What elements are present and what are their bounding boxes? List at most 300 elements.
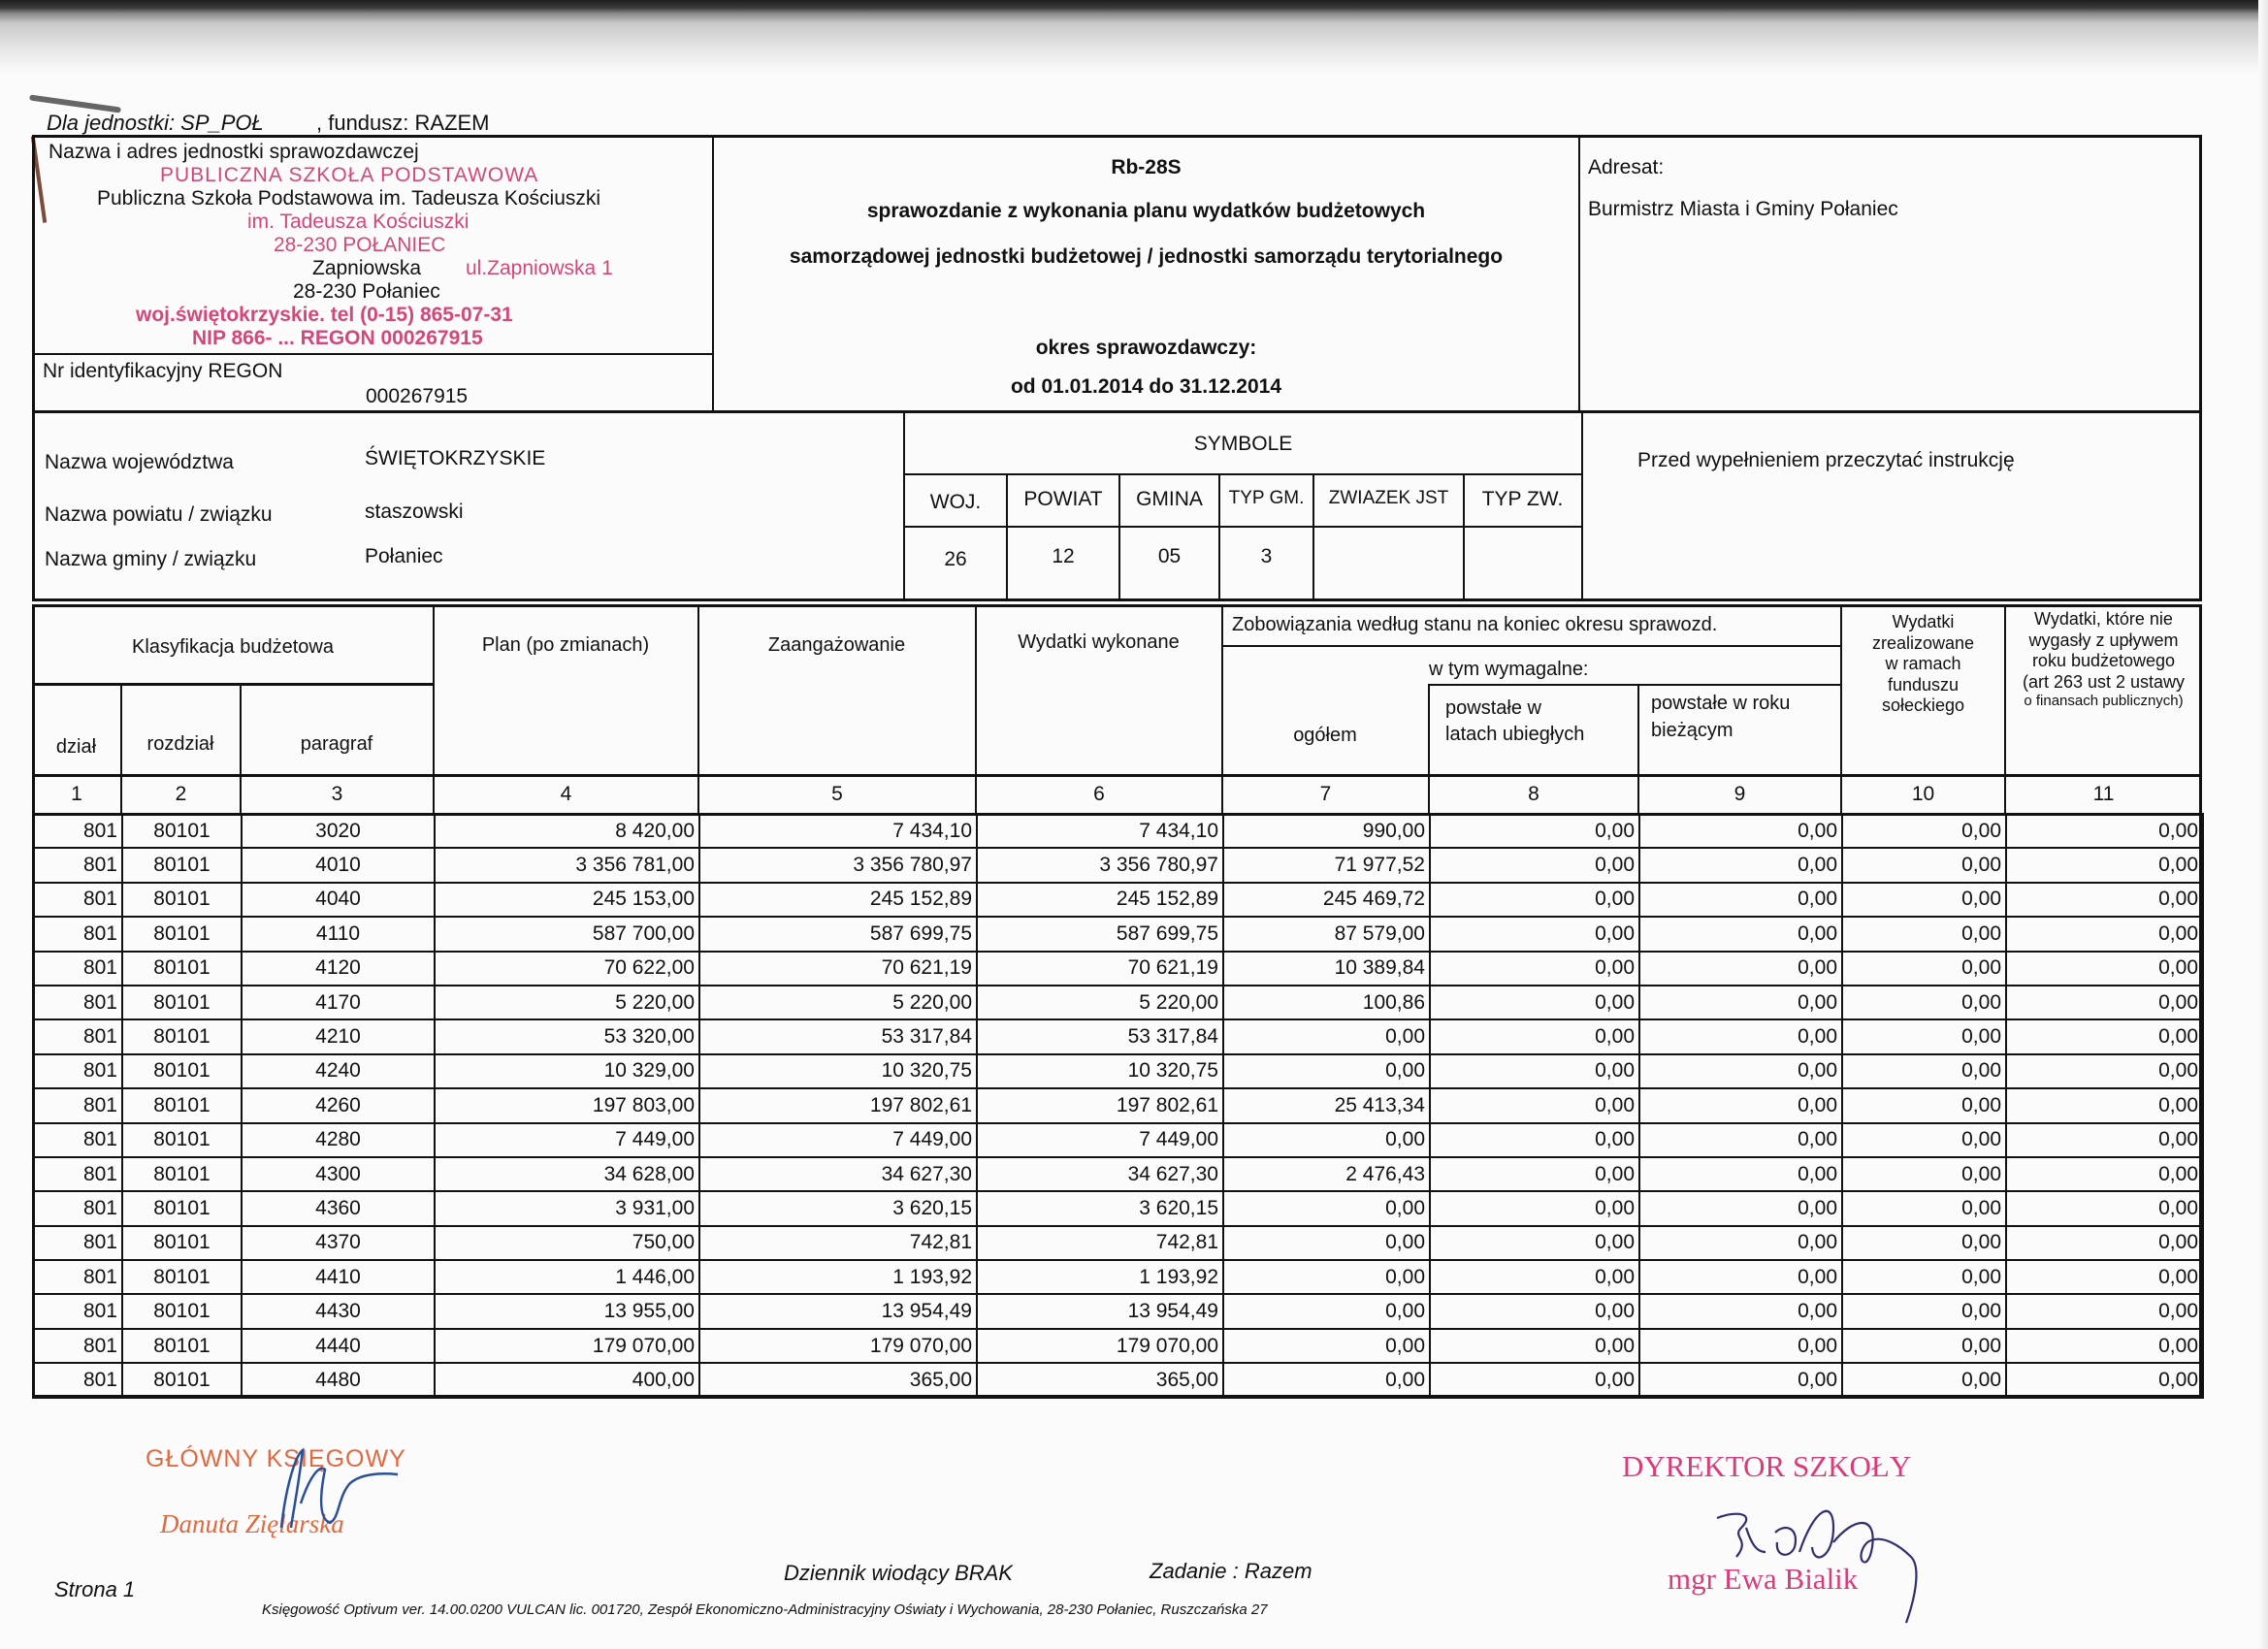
stamp-line: woj.świętokrzyskie. tel (0-15) 865-07-31	[136, 304, 513, 326]
table-cell: 801	[33, 1019, 122, 1053]
addressee-label: Adresat:	[1588, 156, 1665, 178]
county-value: staszowski	[365, 501, 464, 523]
table-cell: 25 413,34	[1223, 1088, 1430, 1122]
header-solecki	[1841, 612, 2005, 717]
table-cell: 0,00	[1639, 1157, 1842, 1191]
divider	[903, 526, 1582, 528]
divider	[1221, 645, 1841, 647]
table-row	[33, 1054, 2203, 1088]
table-cell: 5 220,00	[699, 986, 977, 1019]
table-cell: 0,00	[1223, 1123, 1430, 1157]
table-cell: 80101	[122, 883, 242, 917]
table-cell: 0,00	[2006, 1260, 2203, 1294]
table-cell: 13 954,49	[699, 1294, 977, 1328]
symbol-header: WOJ.	[929, 491, 982, 513]
table-cell: 0,00	[1639, 883, 1842, 917]
table-cell: 0,00	[1842, 952, 2006, 986]
symbol-header: ZWIAZEK JST	[1328, 488, 1449, 508]
period-value: od 01.01.2014 do 31.12.2014	[1010, 375, 1282, 398]
table-cell: 400,00	[435, 1363, 699, 1397]
header-nonexpiring-line: roku budżetowego	[2031, 651, 2176, 671]
divider	[903, 473, 1582, 475]
symbol-value: 26	[944, 548, 967, 570]
column-number: 7	[1319, 783, 1332, 805]
unit-city: 28-230 Połaniec	[293, 280, 440, 303]
journal-info: Dziennik wiodący BRAK	[784, 1561, 1013, 1585]
table-row	[33, 1260, 2203, 1294]
table-cell: 801	[33, 814, 122, 848]
table-cell: 3 620,15	[699, 1191, 977, 1225]
column-number: 9	[1733, 783, 1746, 805]
header-nonexpiring-line: o finansach publicznych)	[2024, 693, 2184, 710]
table-row	[33, 1088, 2203, 1122]
table-cell: 80101	[122, 1363, 242, 1397]
table-row	[33, 1123, 2203, 1157]
table-cell: 7 434,10	[977, 814, 1223, 848]
table-cell: 0,00	[1430, 1260, 1639, 1294]
table-cell: 80101	[122, 1123, 242, 1157]
divider	[32, 683, 434, 686]
table-cell: 0,00	[1639, 814, 1842, 848]
scan-right-edge	[2258, 0, 2268, 1649]
column-number: 3	[331, 783, 343, 805]
table-cell: 4280	[242, 1123, 435, 1157]
instruction-note: Przed wypełnieniem przeczytać instrukcję	[1637, 449, 2015, 471]
table-cell: 197 803,00	[435, 1088, 699, 1122]
table-row	[33, 1294, 2203, 1328]
table-cell: 0,00	[1430, 848, 1639, 882]
table-cell: 53 317,84	[699, 1019, 977, 1053]
table-cell: 0,00	[1842, 848, 2006, 882]
table-cell: 34 627,30	[699, 1157, 977, 1191]
table-cell: 3 931,00	[435, 1191, 699, 1225]
table-cell: 0,00	[1842, 1191, 2006, 1225]
table-row	[33, 986, 2203, 1019]
column-number: 10	[1911, 783, 1935, 805]
table-cell: 4010	[242, 848, 435, 882]
report-title-line2: samorządowej jednostki budżetowej / jednostki samorządu terytorialnego	[789, 245, 1504, 268]
header-dzial: dział	[55, 736, 97, 758]
table-cell: 0,00	[1223, 1294, 1430, 1328]
regon-label: Nr identyfikacyjny REGON	[43, 360, 283, 382]
table-cell: 10 389,84	[1223, 952, 1430, 986]
table-cell: 179 070,00	[435, 1329, 699, 1363]
table-cell: 801	[33, 1088, 122, 1122]
table-cell: 0,00	[2006, 1191, 2203, 1225]
table-cell: 0,00	[1430, 1019, 1639, 1053]
table-cell: 3 356 780,97	[977, 848, 1223, 882]
table-cell: 2 476,43	[1223, 1157, 1430, 1191]
symbol-value: 12	[1052, 545, 1075, 567]
table-cell: 7 434,10	[699, 814, 977, 848]
table-cell: 0,00	[2006, 1088, 2203, 1122]
table-cell: 742,81	[977, 1226, 1223, 1260]
accountant-signature-icon	[243, 1445, 407, 1533]
table-cell: 3 620,15	[977, 1191, 1223, 1225]
table-cell: 4040	[242, 883, 435, 917]
header-nonexpiring	[2005, 609, 2202, 710]
stamp-line: ul.Zapniowska 1	[466, 257, 613, 279]
table-cell: 80101	[122, 917, 242, 951]
table-cell: 0,00	[1430, 1329, 1639, 1363]
table-row	[33, 883, 2203, 917]
table-cell: 0,00	[1430, 917, 1639, 951]
table-cell: 0,00	[1639, 1226, 1842, 1260]
table-row	[33, 1329, 2203, 1363]
table-cell: 0,00	[1430, 814, 1639, 848]
table-cell: 365,00	[699, 1363, 977, 1397]
period-label: okres sprawozdawczy:	[1035, 337, 1257, 359]
divider	[32, 774, 2202, 777]
header-of-which-due: w tym wymagalne:	[1429, 659, 1589, 680]
accountant-title: GŁÓWNY KSIĘGOWY	[146, 1445, 406, 1472]
table-cell: 801	[33, 952, 122, 986]
table-cell: 0,00	[2006, 1157, 2203, 1191]
table-cell: 4300	[242, 1157, 435, 1191]
expenditure-table	[32, 813, 2204, 1399]
header-solecki-line: Wydatki	[1892, 612, 1955, 631]
table-cell: 87 579,00	[1223, 917, 1430, 951]
header-commitment: Zaangażowanie	[767, 634, 906, 656]
table-cell: 0,00	[1842, 1088, 2006, 1122]
table-cell: 4240	[242, 1054, 435, 1088]
table-cell: 0,00	[1842, 1123, 2006, 1157]
fund-label: , fundusz: RAZEM	[316, 111, 490, 135]
table-cell: 0,00	[1223, 1019, 1430, 1053]
column-number: 4	[560, 783, 572, 805]
table-cell: 0,00	[1639, 952, 1842, 986]
column-number: 8	[1528, 783, 1539, 805]
table-cell: 0,00	[1223, 1191, 1430, 1225]
table-cell: 587 700,00	[435, 917, 699, 951]
divider	[1221, 604, 1223, 814]
header-solecki-line: funduszu	[1887, 674, 1960, 695]
divider	[32, 353, 713, 355]
table-row	[33, 1019, 2203, 1053]
table-cell: 4370	[242, 1226, 435, 1260]
table-cell: 197 802,61	[977, 1088, 1223, 1122]
table-cell: 0,00	[1639, 1054, 1842, 1088]
column-number: 1	[71, 783, 82, 805]
header-prior-years-2: latach ubiegłych	[1445, 724, 1585, 745]
table-cell: 0,00	[1639, 1294, 1842, 1328]
table-cell: 245 153,00	[435, 883, 699, 917]
stamp-line: 28-230 POŁANIEC	[274, 234, 446, 256]
table-cell: 1 193,92	[977, 1260, 1223, 1294]
table-row	[33, 814, 2203, 848]
table-cell: 80101	[122, 1157, 242, 1191]
table-cell: 80101	[122, 1294, 242, 1328]
symbol-header: TYP ZW.	[1481, 488, 1564, 510]
software-info: Księgowość Optivum ver. 14.00.0200 VULCAN lic. 001720, Zespół Ekonomiczno-Administracyjny Oświaty i Wychowania, 28-230 Połaniec, Ruszczańska 27	[262, 1601, 1268, 1618]
table-cell: 0,00	[1639, 1019, 1842, 1053]
stamp-line: NIP 866- ... REGON 000267915	[192, 327, 483, 349]
table-cell: 71 977,52	[1223, 848, 1430, 882]
table-cell: 4260	[242, 1088, 435, 1122]
table-cell: 179 070,00	[699, 1329, 977, 1363]
table-cell: 0,00	[1430, 1054, 1639, 1088]
table-cell: 0,00	[2006, 848, 2203, 882]
table-cell: 0,00	[1842, 1054, 2006, 1088]
table-cell: 80101	[122, 986, 242, 1019]
column-number: 5	[831, 783, 843, 805]
report-code: Rb-28S	[1111, 156, 1182, 178]
table-cell: 5 220,00	[977, 986, 1223, 1019]
header-nonexpiring-line: wygasły z upływem	[2028, 630, 2179, 650]
table-cell: 587 699,75	[699, 917, 977, 951]
table-row	[33, 848, 2203, 882]
table-cell: 80101	[122, 1019, 242, 1053]
header-executed: Wydatki wykonane	[1018, 631, 1180, 653]
accountant-name: Danuta Zięlarska	[160, 1509, 344, 1538]
table-cell: 0,00	[2006, 814, 2203, 848]
director-name: mgr Ewa Bialik	[1668, 1562, 1859, 1596]
table-cell: 3 356 781,00	[435, 848, 699, 882]
stamp-line: im. Tadeusza Kościuszki	[247, 210, 470, 233]
table-cell: 0,00	[2006, 1329, 2203, 1363]
table-cell: 80101	[122, 1226, 242, 1260]
table-cell: 70 622,00	[435, 952, 699, 986]
table-cell: 742,81	[699, 1226, 977, 1260]
table-cell: 13 955,00	[435, 1294, 699, 1328]
table-cell: 0,00	[1639, 917, 1842, 951]
table-cell: 0,00	[1430, 1226, 1639, 1260]
table-cell: 80101	[122, 1260, 242, 1294]
table-cell: 7 449,00	[977, 1123, 1223, 1157]
table-cell: 245 152,89	[699, 883, 977, 917]
table-cell: 53 320,00	[435, 1019, 699, 1053]
table-cell: 100,86	[1223, 986, 1430, 1019]
table-cell: 179 070,00	[977, 1329, 1223, 1363]
voivodeship-label: Nazwa województwa	[45, 451, 234, 473]
table-cell: 80101	[122, 1329, 242, 1363]
table-cell: 5 220,00	[435, 986, 699, 1019]
table-cell: 0,00	[1639, 1329, 1842, 1363]
table-cell: 0,00	[2006, 1226, 2203, 1260]
stamp-line: PUBLICZNA SZKOŁA PODSTAWOWA	[160, 164, 539, 186]
table-cell: 4440	[242, 1329, 435, 1363]
table-cell: 80101	[122, 814, 242, 848]
table-cell: 1 193,92	[699, 1260, 977, 1294]
table-cell: 0,00	[1430, 952, 1639, 986]
director-signature-icon	[1707, 1499, 1979, 1625]
table-cell: 0,00	[1842, 1294, 2006, 1328]
header-solecki-line: w ramach	[1885, 654, 1961, 674]
task-info: Zadanie : Razem	[1150, 1559, 1312, 1583]
divider	[1428, 684, 1841, 686]
table-cell: 80101	[122, 1191, 242, 1225]
table-cell: 0,00	[1842, 1260, 2006, 1294]
unit-code-label: Dla jednostki: SP_POŁ	[47, 111, 264, 135]
table-cell: 4110	[242, 917, 435, 951]
unit-name: Publiczna Szkoła Podstawowa im. Tadeusza Kościuszki	[97, 187, 601, 210]
column-number: 11	[2092, 783, 2115, 805]
header-nonexpiring-line: (art 263 ust 2 ustawy	[2022, 671, 2186, 692]
table-row	[33, 917, 2203, 951]
column-number: 2	[175, 783, 187, 805]
table-cell: 4210	[242, 1019, 435, 1053]
table-cell: 801	[33, 1294, 122, 1328]
table-cell: 7 449,00	[435, 1123, 699, 1157]
table-cell: 34 628,00	[435, 1157, 699, 1191]
table-cell: 0,00	[2006, 1019, 2203, 1053]
table-cell: 0,00	[1639, 1088, 1842, 1122]
table-cell: 4480	[242, 1363, 435, 1397]
header-plan: Plan (po zmianach)	[481, 634, 650, 656]
table-cell: 1 446,00	[435, 1260, 699, 1294]
table-cell: 0,00	[1430, 1123, 1639, 1157]
table-cell: 801	[33, 1191, 122, 1225]
table-cell: 0,00	[1430, 1157, 1639, 1191]
table-row	[33, 1363, 2203, 1397]
table-cell: 0,00	[2006, 1054, 2203, 1088]
table-cell: 245 152,89	[977, 883, 1223, 917]
table-cell: 10 320,75	[699, 1054, 977, 1088]
table-cell: 0,00	[1842, 1329, 2006, 1363]
symbol-header: TYP GM.	[1228, 488, 1305, 508]
table-cell: 0,00	[1430, 1088, 1639, 1122]
table-cell: 801	[33, 917, 122, 951]
symbol-value: 05	[1157, 545, 1182, 567]
regon-value: 000267915	[366, 385, 469, 407]
header-solecki-line: zrealizowane	[1871, 632, 1975, 653]
table-cell: 0,00	[1842, 883, 2006, 917]
table-cell: 34 627,30	[977, 1157, 1223, 1191]
table-cell: 53 317,84	[977, 1019, 1223, 1053]
header-paragraf: paragraf	[300, 733, 373, 755]
table-cell: 0,00	[2006, 952, 2203, 986]
table-cell: 0,00	[1639, 1260, 1842, 1294]
report-title-line1: sprawozdanie z wykonania planu wydatków budżetowych	[866, 200, 1426, 222]
table-cell: 0,00	[2006, 917, 2203, 951]
table-cell: 801	[33, 1157, 122, 1191]
table-cell: 7 449,00	[699, 1123, 977, 1157]
table-row	[33, 952, 2203, 986]
table-cell: 0,00	[1842, 986, 2006, 1019]
table-cell: 245 469,72	[1223, 883, 1430, 917]
voivodeship-value: ŚWIĘTOKRZYSKIE	[365, 447, 546, 469]
header-rozdzial: rozdział	[146, 733, 214, 755]
table-cell: 0,00	[1842, 1363, 2006, 1397]
table-cell: 0,00	[1223, 1054, 1430, 1088]
table-cell: 80101	[122, 1088, 242, 1122]
table-row	[33, 1157, 2203, 1191]
table-cell: 4170	[242, 986, 435, 1019]
table-cell: 0,00	[1223, 1260, 1430, 1294]
table-cell: 4410	[242, 1260, 435, 1294]
table-cell: 0,00	[1842, 1019, 2006, 1053]
table-cell: 990,00	[1223, 814, 1430, 848]
header-nonexpiring-line: Wydatki, które nie	[2034, 609, 2173, 629]
table-cell: 0,00	[1639, 1363, 1842, 1397]
table-cell: 3020	[242, 814, 435, 848]
table-cell: 0,00	[1223, 1363, 1430, 1397]
addressee-value: Burmistrz Miasta i Gminy Połaniec	[1588, 198, 1898, 220]
table-cell: 801	[33, 1329, 122, 1363]
table-cell: 70 621,19	[699, 952, 977, 986]
table-cell: 0,00	[1842, 917, 2006, 951]
unit-label: Nazwa i adres jednostki sprawozdawczej	[49, 141, 419, 163]
table-cell: 197 802,61	[699, 1088, 977, 1122]
table-cell: 801	[33, 1226, 122, 1260]
table-cell: 801	[33, 1054, 122, 1088]
table-cell: 0,00	[1223, 1226, 1430, 1260]
commune-label: Nazwa gminy / związku	[45, 548, 257, 570]
table-cell: 0,00	[1430, 883, 1639, 917]
table-cell: 0,00	[1639, 1123, 1842, 1157]
table-cell: 70 621,19	[977, 952, 1223, 986]
table-cell: 0,00	[1639, 1191, 1842, 1225]
table-cell: 750,00	[435, 1226, 699, 1260]
table-cell: 0,00	[1842, 1226, 2006, 1260]
symbol-header: POWIAT	[1023, 488, 1103, 510]
symbol-header: GMINA	[1136, 488, 1203, 510]
table-cell: 801	[33, 986, 122, 1019]
table-cell: 13 954,49	[977, 1294, 1223, 1328]
director-title: DYREKTOR SZKOŁY	[1622, 1449, 1912, 1483]
table-cell: 10 320,75	[977, 1054, 1223, 1088]
table-cell: 801	[33, 848, 122, 882]
scan-top-shadow	[0, 0, 2268, 73]
county-label: Nazwa powiatu / związku	[45, 503, 273, 526]
table-cell: 4120	[242, 952, 435, 986]
table-cell: 0,00	[2006, 1363, 2203, 1397]
commune-value: Połaniec	[365, 545, 443, 567]
table-cell: 0,00	[1430, 986, 1639, 1019]
header-prior-years-1: powstałe w	[1445, 697, 1541, 719]
table-cell: 80101	[122, 952, 242, 986]
table-cell: 801	[33, 1123, 122, 1157]
table-row	[33, 1191, 2203, 1225]
symbols-title: SYMBOLE	[1193, 433, 1293, 455]
header-total: ogółem	[1293, 725, 1357, 746]
table-cell: 4360	[242, 1191, 435, 1225]
table-cell: 4430	[242, 1294, 435, 1328]
table-cell: 0,00	[1430, 1363, 1639, 1397]
header-solecki-line: sołeckiego	[1881, 695, 1965, 716]
table-cell: 801	[33, 883, 122, 917]
table-cell: 587 699,75	[977, 917, 1223, 951]
table-cell: 80101	[122, 848, 242, 882]
table-cell: 0,00	[1842, 814, 2006, 848]
header-classification: Klasyfikacja budżetowa	[132, 636, 334, 658]
table-cell: 0,00	[1223, 1329, 1430, 1363]
table-cell: 0,00	[2006, 883, 2203, 917]
table-cell: 10 329,00	[435, 1054, 699, 1088]
table-cell: 0,00	[2006, 1123, 2203, 1157]
table-cell: 0,00	[2006, 1294, 2203, 1328]
table-cell: 0,00	[2006, 986, 2203, 1019]
table-cell: 0,00	[1430, 1294, 1639, 1328]
table-cell: 801	[33, 1260, 122, 1294]
table-cell: 0,00	[1639, 848, 1842, 882]
table-cell: 365,00	[977, 1363, 1223, 1397]
table-cell: 0,00	[1842, 1157, 2006, 1191]
table-cell: 80101	[122, 1054, 242, 1088]
header-liabilities: Zobowiązania według stanu na koniec okresu sprawozd.	[1232, 614, 1718, 635]
symbol-value: 3	[1260, 545, 1273, 567]
header-current-year-1: powstałe w roku	[1651, 693, 1791, 714]
page-number: Strona 1	[54, 1577, 136, 1601]
table-cell: 801	[33, 1363, 122, 1397]
table-cell: 8 420,00	[435, 814, 699, 848]
table-cell: 3 356 780,97	[699, 848, 977, 882]
table-cell: 0,00	[1639, 986, 1842, 1019]
table-row	[33, 1226, 2203, 1260]
header-current-year-2: bieżącym	[1651, 720, 1733, 741]
column-number: 6	[1093, 783, 1105, 805]
unit-street: Zapniowska	[312, 257, 422, 279]
